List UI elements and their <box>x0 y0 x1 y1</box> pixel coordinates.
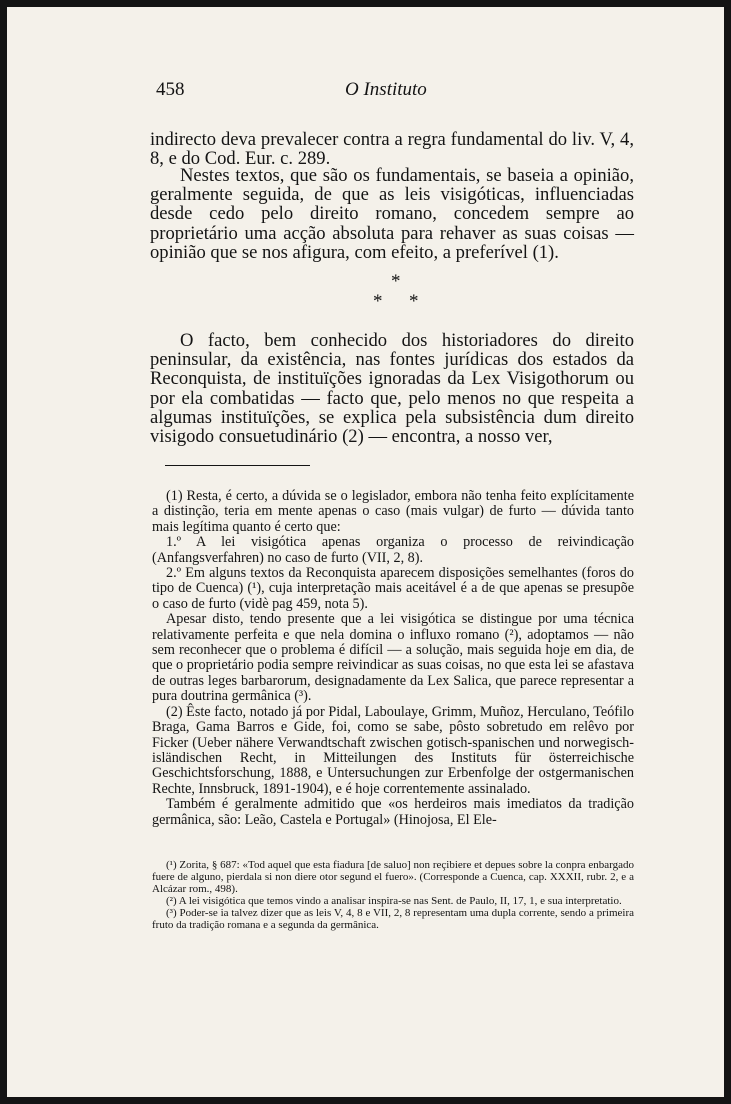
section-separator <box>7 271 724 319</box>
footnote: (2) Êste facto, notado já por Pidal, Laboulaye, Grimm, Muñoz, Herculano, Teófilo Braga, Gama Barros e Gide, foi, como se sabe, pôsto sobretudo em relêvo por Ficker (Ueber nähere Verwandtschaft zwischen gotisch-spanischen und norwegisch-isländischen Recht, in Mitteilungen des Instituts für österreichische Geschichtsforschung, 1888, e Untersuchungen zur Erbenfolge der ostgermanischen Rechte, Innsbruck, 1891-1904), e é hoje correntemente assinalado. <box>152 703 634 797</box>
footnote: 1.º A lei visigótica apenas organiza o processo de reivindicação (Anfangsverfahren) no caso de furto (VII, 2, 8). <box>152 534 634 566</box>
footnote-rule <box>165 465 310 466</box>
subnote: (²) A lei visigótica que temos vindo a analisar inspira-se nas Sent. de Paulo, II, 17, 1, e sua interpretatio. <box>166 895 622 907</box>
asterisk-mark: * <box>391 271 401 292</box>
paragraph-text: indirecto deva prevalecer contra a regra fundamental do liv. V, 4, 8, e do Cod. Eur. c. 289. <box>150 129 634 170</box>
document-page <box>7 7 724 1097</box>
subnotes <box>152 859 634 931</box>
body-paragraph-3 <box>150 331 634 446</box>
subnote: (³) Poder-se ia talvez dizer que as leis V, 4, 8 e VII, 2, 8 representam uma dupla corrente, sendo a primeira fruto da tradição romana e a segunda da germânica. <box>152 907 634 931</box>
footnote: (1) Resta, é certo, a dúvida se o legislador, embora não tenha feito explícitamente a distinção, teria em mente apenas o caso (mais vulgar) de furto — dúvida tanto mais legítima quanto é certo que: <box>152 488 634 535</box>
running-header <box>7 79 724 103</box>
asterisk-mark: * <box>409 291 419 312</box>
running-title: O Instituto <box>345 79 427 100</box>
body-paragraph-2 <box>150 166 634 262</box>
footnote: 2.º Em alguns textos da Reconquista aparecem disposições semelhantes (foros do tipo de Cuenca) (¹), cuja interpretação mais aceitável é a de que apenas se presupõe o caso de furto (vidè pag 459, nota 5). <box>152 565 634 612</box>
footnote: Também é geralmente admitido que «os herdeiros mais imediatos da tradição germânica, são: Leão, Castela e Portugal» (Hinojosa, El Ele- <box>152 796 634 828</box>
body-paragraph-1 <box>150 130 634 168</box>
page-number: 458 <box>156 79 185 100</box>
paragraph-text: O facto, bem conhecido dos historiadores do direito peninsular, da existência, nas fontes jurídicas dos estados da Reconquista, de instituïções ignoradas da Lex Visigothorum ou por ela combatidas — facto que, pelo menos no que respeita a algumas instituïções, se explica pela subsistência dum direito visigodo consuetudinário (2) — encontra, a nosso ver, <box>150 330 634 448</box>
footnotes <box>152 489 634 828</box>
footnote: Apesar disto, tendo presente que a lei visigótica se distingue por uma técnica relativamente perfeita e que nela domina o influxo romano (²), adoptamos — não sem reconhecer que o problema é difícil — a solução, mais seguida hoje em dia, de que o proprietário podia sempre reivindicar as suas coisas, no que esta lei se afastava de outras leges barbarorum, designadamente da Lex Salica, que parece representar a pura doutrina germânica (³). <box>152 611 634 705</box>
subnote: (¹) Zorita, § 687: «Tod aquel que esta fiadura [de saluo] non reçibiere et depues sobre la conpra enbargado fuere de alguno, pierdala si non diere otor segund el fuero». (Corresponde a Cuenca, cap. XXXII, rubr. 2, e a Alcázar rom., 498). <box>152 859 634 895</box>
asterisk-mark: * <box>373 291 383 312</box>
paragraph-text: Nestes textos, que são os fundamentais, se baseia a opinião, geralmente seguida, de que as leis visigóticas, influenciadas desde cedo pelo direito romano, concedem sempre ao proprietário uma acção absoluta para rehaver as suas coisas — opinião que se nos afigura, com efeito, a preferível (1). <box>150 165 634 263</box>
